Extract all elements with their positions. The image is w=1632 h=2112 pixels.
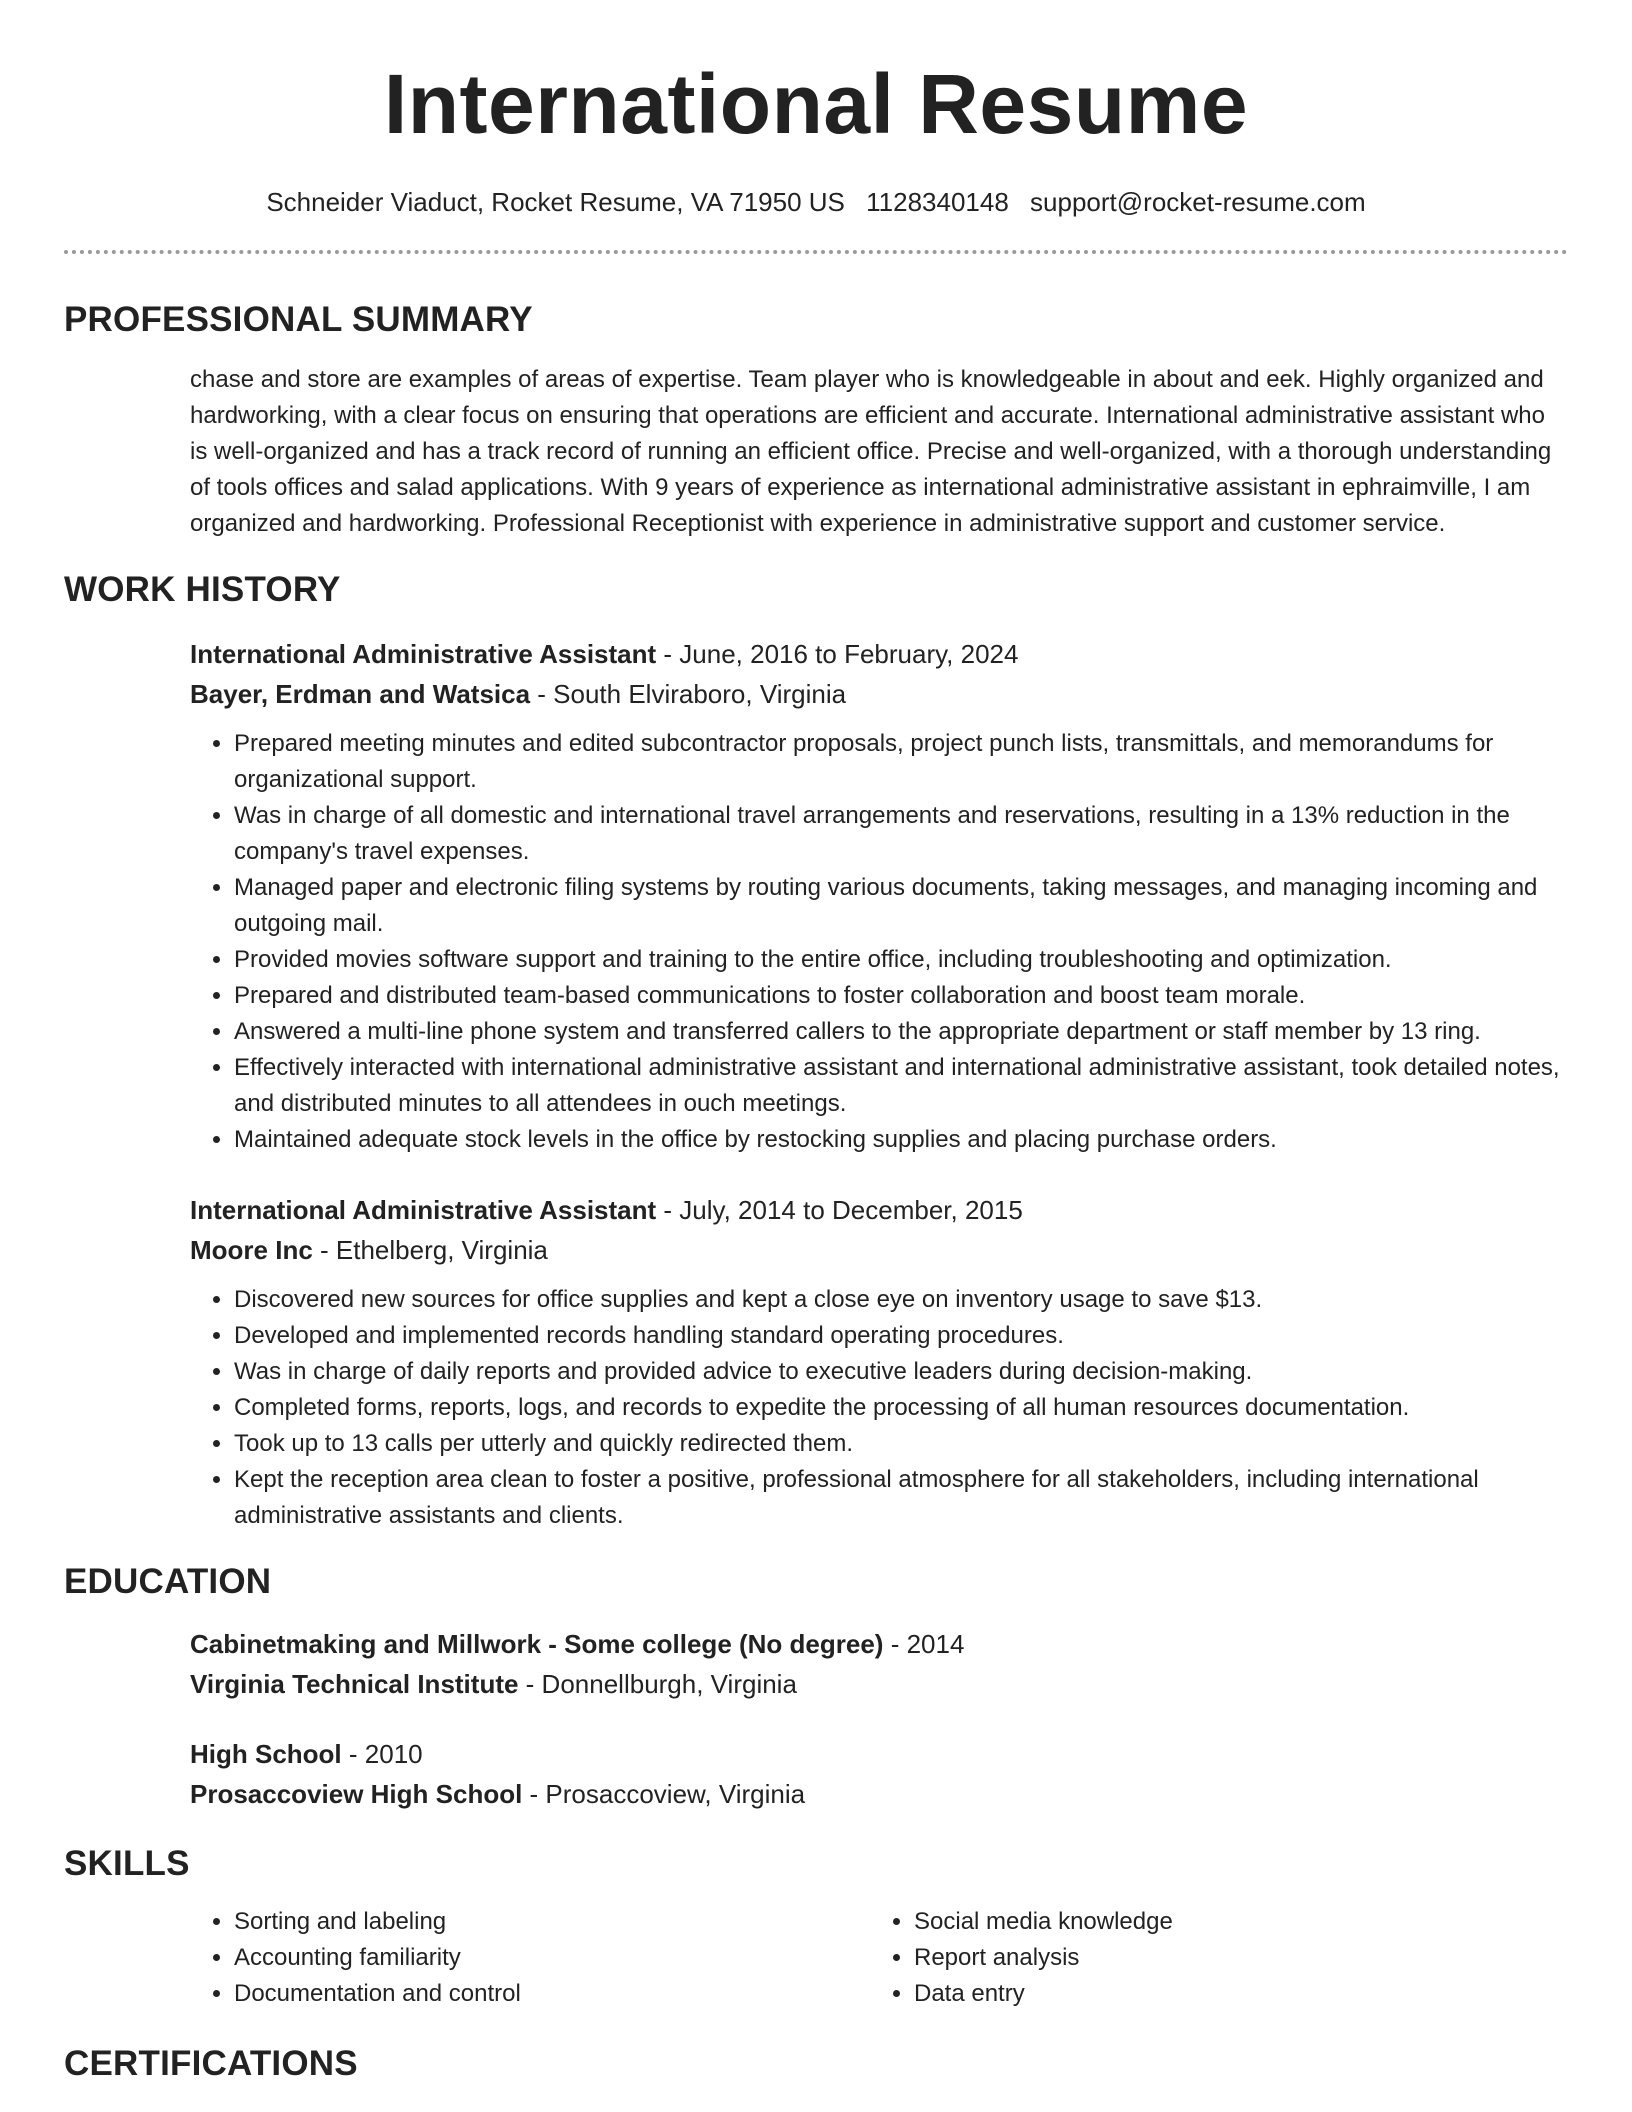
job-company: Moore Inc xyxy=(190,1235,313,1265)
skill-item: • Data entry xyxy=(914,1976,1550,2012)
job-bullet: • Managed paper and electronic filing systems by routing various documents, taking messages, and managing incoming and outgoing mail. xyxy=(234,870,1568,942)
job-title: International Administrative Assistant xyxy=(190,639,657,669)
resume-title: International Resume xyxy=(383,57,1249,151)
summary-section xyxy=(64,362,1568,542)
education-degree: High School xyxy=(190,1739,342,1769)
skill-item: • Social media knowledge xyxy=(914,1904,1550,1940)
education-location: - Prosaccoview, Virginia xyxy=(522,1779,806,1809)
summary-text: chase and store are examples of areas of expertise. Team player who is knowledgeable in about and eek. Highly organized and hardworking, with a clear focus on ensuring that operations are efficient and accurate. International administrative assistant who is well-organized and has a track record of running an efficient office. Precise and well-organized, with a thorough understanding of tools offices and salad applications. With 9 years of experience as international administrative assistant in ephraimville, I am organized and hardworking. Professional Receptionist with experience in administrative support and customer service. xyxy=(190,366,1552,537)
work-section xyxy=(64,634,1568,1534)
education-section xyxy=(64,1624,1568,1814)
job-company-line xyxy=(190,674,1568,714)
job-bullet: • Was in charge of daily reports and provided advice to executive leaders during decision-making. xyxy=(234,1354,1568,1390)
job-bullet: • Prepared and distributed team-based communications to foster collaboration and boost team morale. xyxy=(234,978,1568,1014)
job-bullets xyxy=(190,1282,1568,1534)
education-entry xyxy=(190,1624,1568,1704)
skills-grid xyxy=(190,1904,1568,2012)
education-degree-line xyxy=(190,1734,1568,1774)
job-bullets xyxy=(190,726,1568,1158)
contact-email: support@rocket-resume.com xyxy=(1030,187,1366,217)
contact-phone: 1128340148 xyxy=(866,187,1009,217)
header-divider xyxy=(64,250,1568,254)
skill-item: • Accounting familiarity xyxy=(234,1940,870,1976)
education-entry xyxy=(190,1734,1568,1814)
job-bullet: • Took up to 13 calls per utterly and quickly redirected them. xyxy=(234,1426,1568,1462)
skill-item: • Documentation and control xyxy=(234,1976,870,2012)
job-bullet: • Developed and implemented records handling standard operating procedures. xyxy=(234,1318,1568,1354)
job-company: Bayer, Erdman and Watsica xyxy=(190,679,531,709)
job-bullet: • Prepared meeting minutes and edited subcontractor proposals, project punch lists, transmittals, and memorandums for organizational support. xyxy=(234,726,1568,798)
job-company-line xyxy=(190,1230,1568,1270)
section-heading-education: EDUCATION xyxy=(64,1562,272,1601)
job-bullet: • Was in charge of all domestic and international travel arrangements and reservations, resulting in a 13% reduction in the company's travel expenses. xyxy=(234,798,1568,870)
job-title: International Administrative Assistant xyxy=(190,1195,657,1225)
skills-column-left xyxy=(190,1904,870,2012)
job-bullet: • Provided movies software support and training to the entire office, including troubleshooting and optimization. xyxy=(234,942,1568,978)
education-year: - 2010 xyxy=(341,1739,423,1769)
skill-item: • Sorting and labeling xyxy=(234,1904,870,1940)
education-location: - Donnellburgh, Virginia xyxy=(518,1669,797,1699)
job-title-line xyxy=(190,634,1568,674)
job-bullet: • Discovered new sources for office supplies and kept a close eye on inventory usage to save $13. xyxy=(234,1282,1568,1318)
education-school-line xyxy=(190,1664,1568,1704)
section-heading-work: WORK HISTORY xyxy=(64,570,341,609)
job-entry xyxy=(190,1190,1568,1534)
job-location: - Ethelberg, Virginia xyxy=(312,1235,548,1265)
job-bullet: • Maintained adequate stock levels in the office by restocking supplies and placing purchase orders. xyxy=(234,1122,1568,1158)
education-school-line xyxy=(190,1774,1568,1814)
skills-list xyxy=(870,1904,1550,2012)
job-bullet: • Effectively interacted with international administrative assistant and international administrative assistant, took detailed notes, and distributed minutes to all attendees in ouch meetings. xyxy=(234,1050,1568,1122)
job-bullet: • Answered a multi-line phone system and transferred callers to the appropriate department or staff member by 13 ring. xyxy=(234,1014,1568,1050)
education-school: Virginia Technical Institute xyxy=(190,1669,519,1699)
section-heading-skills: SKILLS xyxy=(64,1844,190,1883)
section-heading-summary: PROFESSIONAL SUMMARY xyxy=(64,300,533,339)
contact-address: Schneider Viaduct, Rocket Resume, VA 71950 US xyxy=(266,187,845,217)
education-degree-line xyxy=(190,1624,1568,1664)
job-dates: - June, 2016 to February, 2024 xyxy=(656,639,1019,669)
job-title-line xyxy=(190,1190,1568,1230)
skill-item: • Report analysis xyxy=(914,1940,1550,1976)
job-bullet: • Completed forms, reports, logs, and records to expedite the processing of all human resources documentation. xyxy=(234,1390,1568,1426)
job-entry xyxy=(190,634,1568,1158)
skills-section xyxy=(64,1904,1568,2012)
job-bullet: • Kept the reception area clean to foster a positive, professional atmosphere for all stakeholders, including international administrative assistants and clients. xyxy=(234,1462,1568,1534)
section-heading-certifications: CERTIFICATIONS xyxy=(64,2044,358,2083)
job-location: - South Elviraboro, Virginia xyxy=(530,679,847,709)
education-year: - 2014 xyxy=(883,1629,965,1659)
education-degree: Cabinetmaking and Millwork - Some college (No degree) xyxy=(190,1629,884,1659)
skills-list xyxy=(190,1904,870,2012)
education-school: Prosaccoview High School xyxy=(190,1779,523,1809)
skills-column-right xyxy=(870,1904,1550,2012)
contact-line xyxy=(64,184,1568,220)
job-dates: - July, 2014 to December, 2015 xyxy=(656,1195,1023,1225)
